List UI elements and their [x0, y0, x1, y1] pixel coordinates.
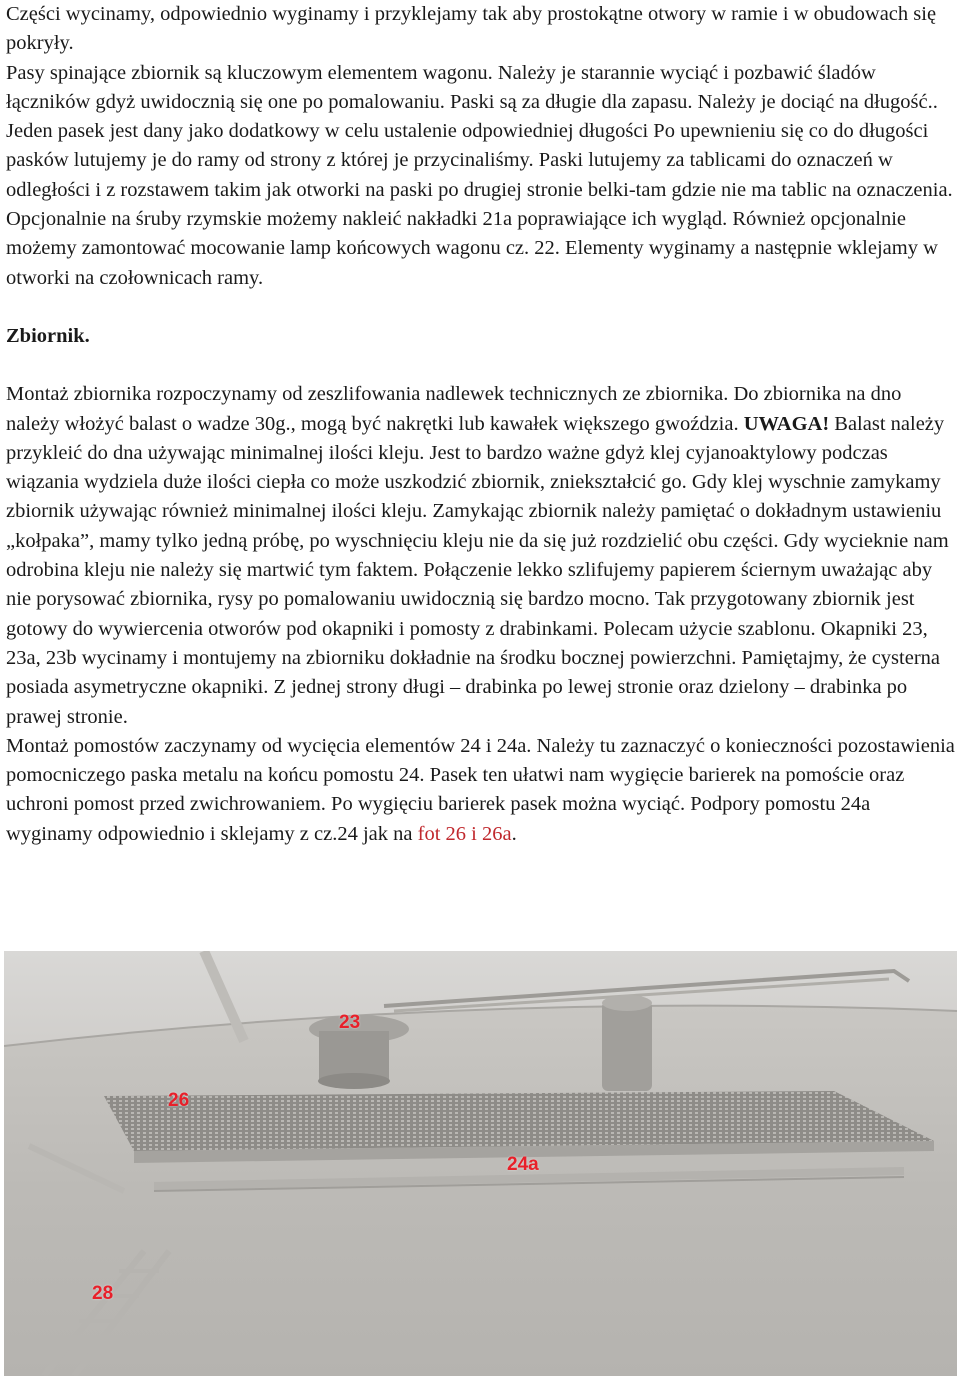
model-photo-image — [4, 951, 957, 1376]
photo-label-24a: 24a — [507, 1154, 539, 1175]
paragraph-tank-straps: Pasy spinające zbiornik są kluczowym elementem wagonu. Należy je starannie wyciąć i pozbawić śladów łączników gdyż uwidocznią się one po pomalowaniu. Paski są za długie dla zapasu. Należy je dociąć na długość.. Jeden pasek jest dany jako dodatkowy w celu ustalenie odpowiedniej długości Po upewnieniu się co do długości pasków lutujemy je do ramy od strony z której je przycinaliśmy. Paski lutujemy za tablicami do oznaczeń w odległości i z rozstawem takim jak otworki na paski po drugiej stronie belki-tam gdzie nie ma tablic na oznaczenia. Opcjonalnie na śruby rzymskie możemy nakleić nakładki 21a poprawiające ich wygląd. Również opcjonalnie możemy zamontować mocowanie lamp końcowych wagonu cz. 22. Elementy wyginamy a następnie wklejamy w otworki na czołownicach ramy. — [6, 61, 953, 289]
model-photo — [4, 951, 957, 1376]
photo-label-26: 26 — [168, 1090, 190, 1111]
photo-reference-link[interactable]: fot 26 i 26a — [417, 822, 512, 845]
paragraph-parts-assembly: Części wycinamy, odpowiednio wyginamy i przyklejamy tak aby prostokątne otwory w ramie i w obudowach się pokryły. — [6, 3, 937, 55]
photo-label-23: 23 — [339, 1012, 361, 1033]
paragraph-tank-assembly: Montaż zbiornika rozpoczynamy od zeszlifowania nadlewek technicznych ze zbiornika. Do zbiornika na dno należy włożyć balast o wadze 30g., mogą być nakrętki lub kawałek większego gwoździa. UWAGA! Balast należy przykleić do dna używając minimalnej ilości kleju. Jest to bardzo ważne gdyż klej cyjanoaktylowy podczas wiązania wydziela duże ilości ciepła co może uszkodzić zbiornik, zniekształcić go. Gdy klej wyschnie zamykamy zbiornik używając również minimalnej ilości kleju. Zamykając zbiornik należy pamiętać o dokładnym ustawieniu „kołpaka”, mamy tylko jedną próbę, po wyschnięciu kleju nie da się już rozdzielić obu części. Gdy wycieknie nam odrobina kleju nie należy się martwić tym faktem. Połączenie lekko szlifujemy papierem ściernym uważając aby nie porysować zbiornika, rysy po pomalowaniu uwidocznią się bardzo mocno. Tak przygotowany zbiornik jest gotowy do wywiercenia otworów pod okapniki i pomosty z drabinkami. Polecam użycie szablonu. Okapniki 23, 23a, 23b wycinamy i montujemy na zbiorniku dokładnie na środku bocznej powierzchni. Pamiętajmy, że cysterna posiada asymetryczne okapniki. Z jednej strony długi – drabinka po lewej stronie oraz dzielony – drabinka po prawej stronie. — [6, 383, 949, 728]
document-text — [6, 0, 956, 849]
paragraph-platforms: Montaż pomostów zaczynamy od wycięcia elementów 24 i 24a. Należy tu zaznaczyć o konieczności pozostawienia pomocniczego paska metalu na końcu pomostu 24. Pasek ten ułatwi nam wygięcie barierek na pomoście oraz uchroni pomost przed zwichrowaniem. Po wygięciu barierek pasek można wyciąć. Podpory pomostu 24a wyginamy odpowiednio i sklejamy z cz.24 jak na fot 26 i 26a. — [6, 734, 955, 845]
section-heading: Zbiornik. — [6, 324, 90, 347]
photo-label-28: 28 — [92, 1283, 114, 1304]
warning-label: UWAGA! — [743, 412, 830, 435]
